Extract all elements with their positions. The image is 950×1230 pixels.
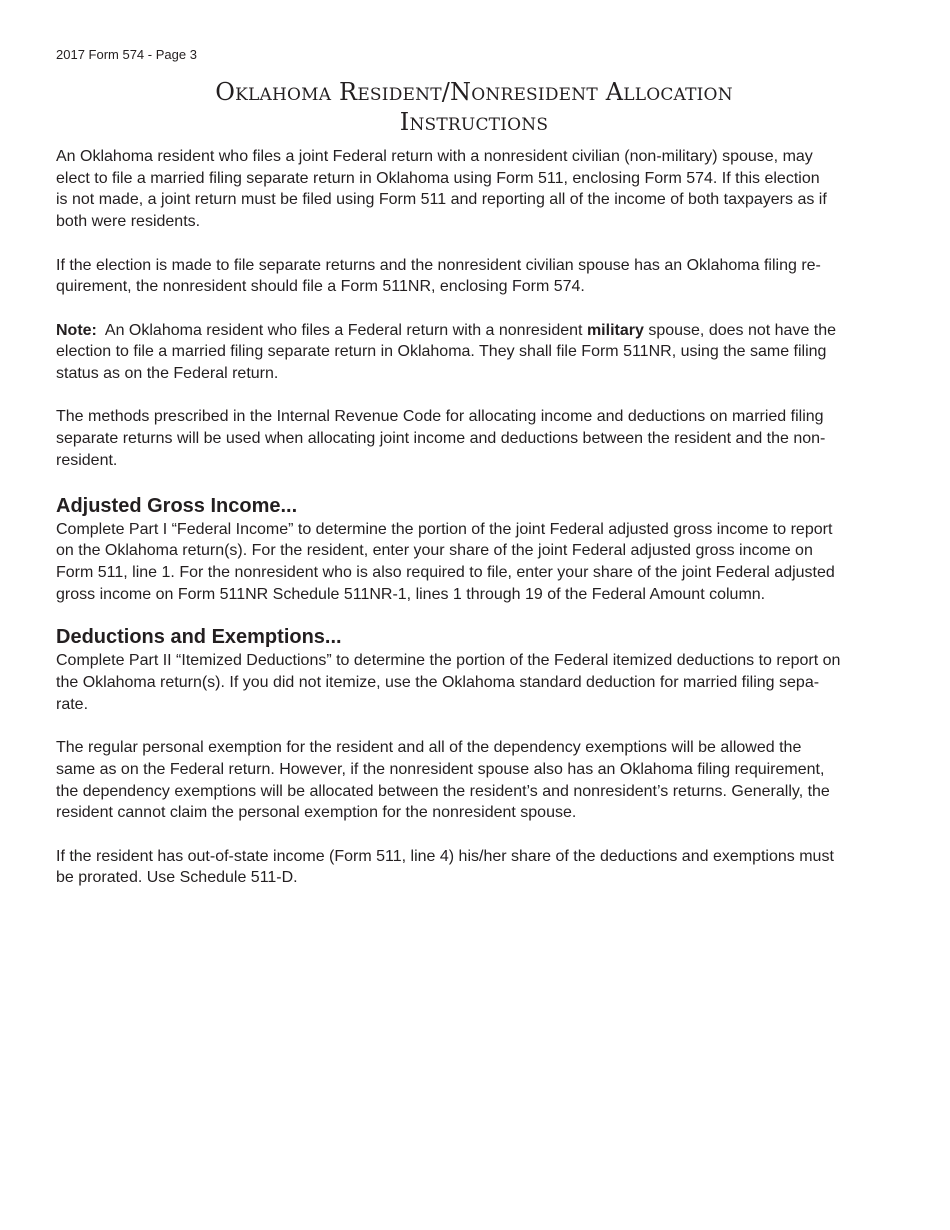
paragraph-line: is not made, a joint return must be filed using Form 511 and reporting all of the income of both taxpayers as if bbox=[56, 191, 827, 209]
paragraph-line: Complete Part I “Federal Income” to determine the portion of the joint Federal adjusted gross income to report bbox=[56, 520, 833, 538]
instructions-body bbox=[56, 146, 896, 889]
intro-paragraph-1 bbox=[56, 146, 896, 233]
note-paragraph bbox=[56, 320, 896, 385]
intro-paragraph-2 bbox=[56, 255, 896, 298]
intro-paragraph-4 bbox=[56, 406, 896, 471]
deductions-paragraph-1 bbox=[56, 650, 896, 715]
agi-paragraph bbox=[56, 519, 896, 606]
paragraph-line: same as on the Federal return. However, if the nonresident spouse also has an Oklahoma filing requirement, bbox=[56, 760, 825, 778]
page-title-line-1: Oklahoma Resident/Nonresident Allocation bbox=[215, 78, 733, 106]
paragraph-line: The methods prescribed in the Internal Revenue Code for allocating income and deductions on married filing bbox=[56, 408, 824, 426]
page-title bbox=[56, 77, 892, 137]
section-heading-deductions: Deductions and Exemptions... bbox=[56, 626, 342, 649]
paragraph-line: quirement, the nonresident should file a Form 511NR, enclosing Form 574. bbox=[56, 278, 585, 296]
page-title-line-2: Instructions bbox=[399, 108, 549, 136]
paragraph-line: resident. bbox=[56, 451, 118, 469]
paragraph-line: gross income on Form 511NR Schedule 511NR-1, lines 1 through 19 of the Federal Amount column. bbox=[56, 585, 766, 603]
paragraph-line: status as on the Federal return. bbox=[56, 365, 279, 382]
note-text-after: spouse, does not have the bbox=[648, 321, 837, 339]
paragraph-line: the dependency exemptions will be allocated between the resident’s and nonresident’s returns. Generally, the bbox=[56, 782, 830, 800]
note-text-before: An Oklahoma resident who files a Federal return with a nonresident bbox=[104, 321, 583, 339]
paragraph-line: separate returns will be used when allocating joint income and deductions between the resident and the non- bbox=[56, 430, 826, 448]
paragraph-line: the Oklahoma return(s). If you did not itemize, use the Oklahoma standard deduction for married filing sepa- bbox=[56, 674, 820, 692]
note-emphasis: military bbox=[586, 321, 644, 339]
paragraph-line: be prorated. Use Schedule 511-D. bbox=[56, 869, 298, 887]
deductions-paragraph-3 bbox=[56, 846, 896, 889]
paragraph-line bbox=[56, 320, 896, 342]
paragraph-line: election to file a married filing separate return in Oklahoma. They shall file Form 511NR, using the same filing bbox=[56, 343, 827, 361]
page-header: 2017 Form 574 - Page 3 bbox=[56, 47, 197, 62]
deductions-paragraph-2 bbox=[56, 737, 896, 824]
paragraph-line: Form 511, line 1. For the nonresident who is also required to file, enter your share of the joint Federal adjusted bbox=[56, 563, 835, 581]
section-heading-agi: Adjusted Gross Income... bbox=[56, 494, 298, 517]
paragraph-line: elect to file a married filing separate return in Oklahoma using Form 511, enclosing Form 574. If this election bbox=[56, 169, 820, 187]
paragraph-line: If the resident has out-of-state income (Form 511, line 4) his/her share of the deductions and exemptions must bbox=[56, 847, 834, 865]
paragraph-line: on the Oklahoma return(s). For the resident, enter your share of the joint Federal adjusted gross income on bbox=[56, 542, 813, 560]
paragraph-line: both were residents. bbox=[56, 213, 201, 231]
paragraph-line: If the election is made to file separate returns and the nonresident civilian spouse has an Oklahoma filing re- bbox=[56, 256, 821, 274]
paragraph-line: Complete Part II “Itemized Deductions” to determine the portion of the Federal itemized deductions to report on bbox=[56, 652, 841, 670]
paragraph-line: An Oklahoma resident who files a joint Federal return with a nonresident civilian (non-military) spouse, may bbox=[56, 148, 813, 165]
paragraph-line: resident cannot claim the personal exemption for the nonresident spouse. bbox=[56, 804, 577, 822]
paragraph-line: rate. bbox=[56, 695, 89, 713]
note-label: Note: bbox=[56, 321, 97, 339]
paragraph-line: The regular personal exemption for the resident and all of the dependency exemptions will be allowed the bbox=[56, 739, 802, 757]
